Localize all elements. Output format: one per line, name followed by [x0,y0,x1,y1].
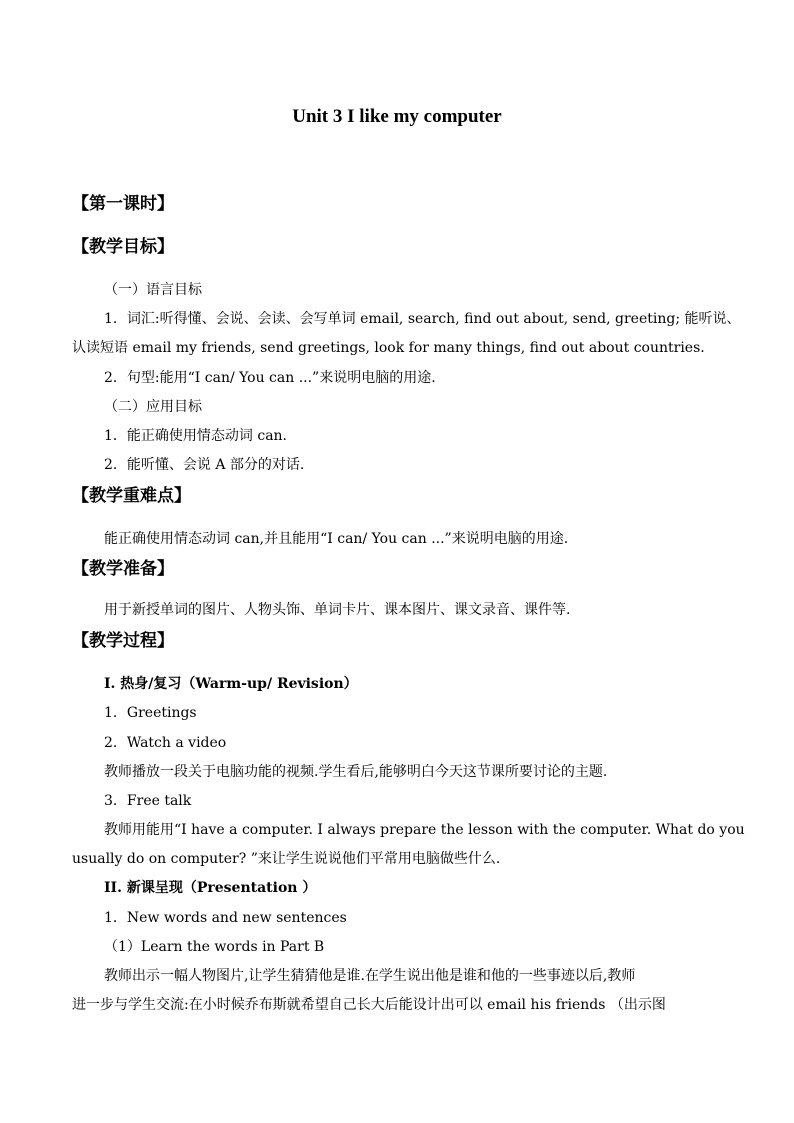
step-1-item-2-text: 教师播放一段关于电脑功能的视频.学生看后,能够明白今天这节课所要讨论的主题. [104,764,608,780]
preparation-text: 用于新授单词的图片、人物头饰、单词卡片、课本图片、课文录音、课件等. [104,602,571,618]
goal-language-item-1-cont: 认读短语 email my friends, send greetings, look for many things, find out about countries. [72,340,705,356]
doc-title: Unit 3 I like my computer [292,106,502,127]
goal-application-item-1: 1．能正确使用情态动词 can. [104,428,288,444]
step-2-text-cont: 进一步与学生交流:在小时候乔布斯就希望自己长大后能设计出可以 email his friends （出示图 [72,997,666,1013]
step-1-item-3-text: 教师用能用“I have a computer. I always prepare the lesson with the computer. What do you [104,822,745,838]
step-1-item-3-text-cont: usually do on computer? ”来让学生说说他们平常用电脑做些什么. [72,851,501,867]
step-2-item-1-sub: （1）Learn the words in Part B [104,939,325,955]
goal-application-heading: （二）应用目标 [104,399,202,415]
key-points-text: 能正确使用情态动词 can,并且能用“I can/ You can ...”来说明电脑的用途. [104,531,569,547]
goal-language-heading: （一）语言目标 [104,282,202,298]
step-2-item-1: 1．New words and new sentences [104,910,347,926]
preparation-heading: 【教学准备】 [72,559,174,579]
step-1-heading: I. 热身/复习（Warm-up/ Revision） [104,676,358,692]
step-1-item-2: 2．Watch a video [104,735,227,751]
step-1-item-3: 3．Free talk [104,793,192,809]
process-heading: 【教学过程】 [72,631,174,651]
goals-heading: 【教学目标】 [72,237,174,257]
lesson-heading: 【第一课时】 [72,194,174,214]
key-points-heading: 【教学重难点】 [72,486,191,506]
step-2-heading: II. 新课呈现（Presentation ） [104,880,317,896]
goal-language-item-1: 1．词汇:听得懂、会说、会读、会写单词 email, search, find out about, send, greeting; 能听说、 [104,311,741,327]
goal-language-item-2: 2．句型:能用“I can/ You can ...”来说明电脑的用途. [104,370,436,386]
step-1-item-1: 1．Greetings [104,705,197,721]
goal-application-item-2: 2．能听懂、会说 A 部分的对话. [104,457,305,473]
step-2-text: 教师出示一幅人物图片,让学生猜猜他是谁.在学生说出他是谁和他的一些事迹以后,教师 [104,968,636,984]
